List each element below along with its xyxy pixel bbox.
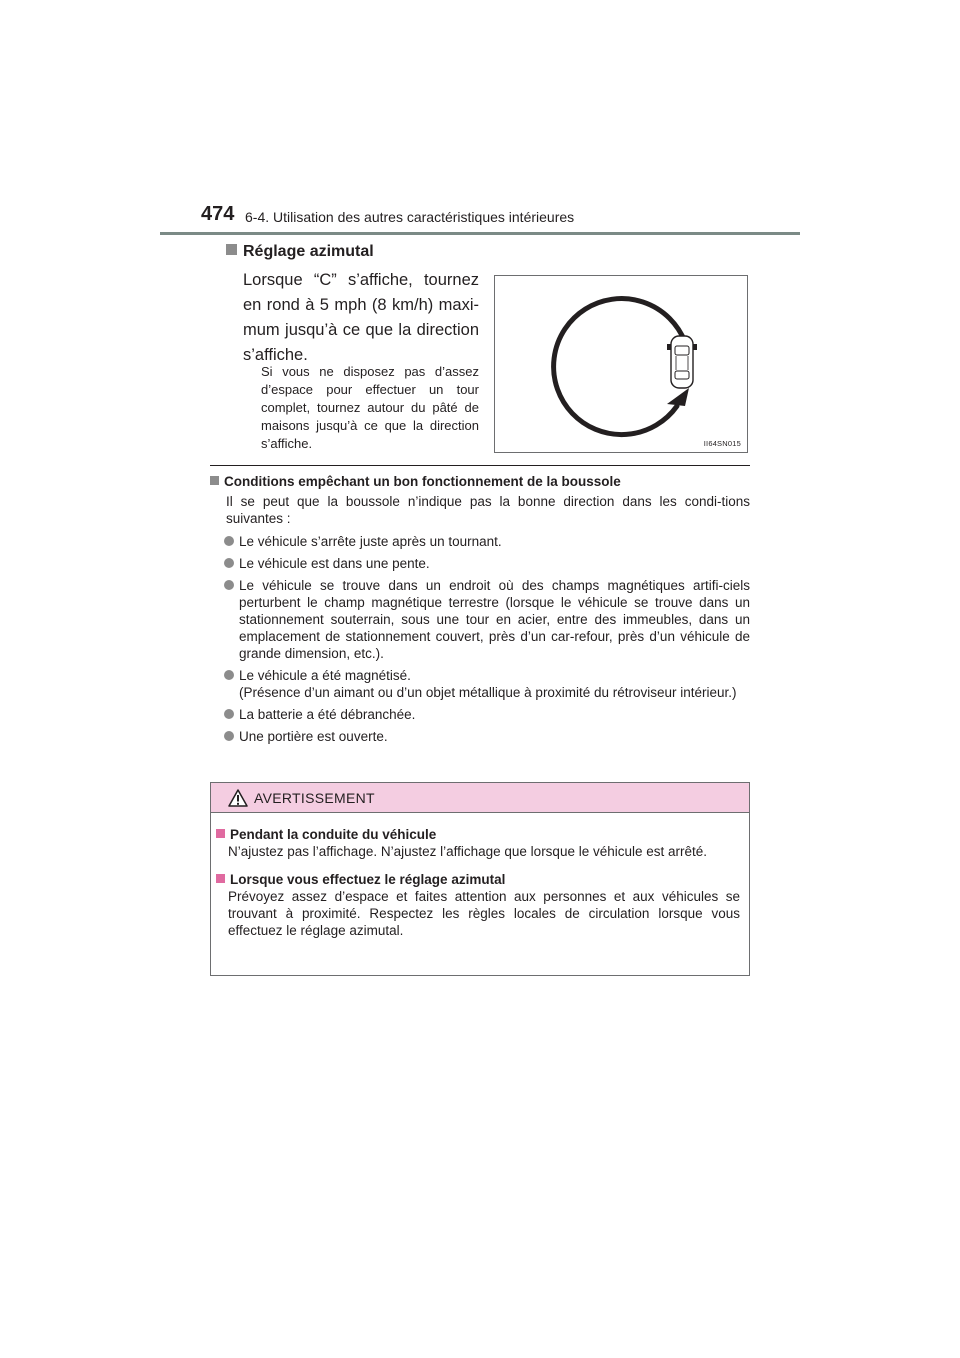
round-bullet-icon bbox=[224, 558, 234, 568]
conditions-list bbox=[210, 533, 750, 750]
warning-item-title bbox=[216, 871, 740, 888]
section-divider bbox=[210, 465, 750, 466]
list-item bbox=[210, 555, 750, 572]
section-heading-azimuth bbox=[226, 243, 374, 261]
azimuth-illustration bbox=[494, 275, 748, 453]
square-bullet-icon bbox=[216, 874, 225, 883]
page-number: 474 bbox=[201, 203, 235, 225]
list-item bbox=[210, 577, 750, 662]
warning-body bbox=[216, 826, 740, 950]
round-bullet-icon bbox=[224, 709, 234, 719]
list-item-text: La batterie a été débranchée. bbox=[239, 707, 416, 722]
list-item-text: Le véhicule a été magnétisé. bbox=[239, 668, 411, 683]
warning-item-title-text: Lorsque vous effectuez le réglage azimutal bbox=[230, 872, 506, 887]
round-bullet-icon bbox=[224, 580, 234, 590]
header-rule bbox=[160, 232, 800, 235]
warning-header bbox=[211, 783, 749, 813]
warning-item-text: Prévoyez assez d’espace et faites attention aux personnes et aux véhicules se trouvant à proximité. Respectez les règles locales de circulation lorsque vous effectuez le réglage azimutal. bbox=[228, 889, 740, 938]
azimuth-instruction: Lorsque “C” s’affiche, tournez en rond à 5 mph (8 km/h) maxi-mum jusqu’à ce que la direction s’affiche. bbox=[243, 271, 479, 364]
list-item-subtext: (Présence d’un aimant ou d’un objet métallique à proximité du rétroviseur intérieur.) bbox=[239, 685, 737, 700]
square-bullet-icon bbox=[210, 476, 219, 485]
list-item bbox=[210, 667, 750, 701]
warning-title: AVERTISSEMENT bbox=[254, 790, 375, 806]
list-item-text: Une portière est ouverte. bbox=[239, 729, 388, 744]
running-header: 6-4. Utilisation des autres caractéristiques intérieures bbox=[245, 209, 575, 225]
arrowhead-icon bbox=[667, 388, 689, 406]
warning-item-title bbox=[216, 826, 740, 843]
figure-code: II64SN015 bbox=[703, 439, 741, 448]
list-item-text: Le véhicule se trouve dans un endroit où des champs magnétiques artifi-ciels perturbent le champ magnétique terrestre (lorsque le véhicule se trouve dans un stationnement souterrain, sous une tour en acier, entre des immeubles, dans un emplacement de stationnement couvert, près d’un car-refour, près d’un véhicule de grande dimension, etc.). bbox=[239, 578, 750, 661]
azimuth-note: Si vous ne disposez pas d’assez d’espace pour effectuer un tour complet, tournez autour du pâté de maisons jusqu’à ce que la direction s’affiche. bbox=[261, 364, 479, 451]
azimuth-heading-text: Réglage azimutal bbox=[243, 243, 374, 260]
circular-path-arrow bbox=[554, 299, 685, 435]
list-item bbox=[210, 706, 750, 723]
square-bullet-icon bbox=[216, 829, 225, 838]
round-bullet-icon bbox=[224, 670, 234, 680]
list-item bbox=[210, 728, 750, 745]
list-item-text: Le véhicule s’arrête juste après un tournant. bbox=[239, 534, 502, 549]
warning-item-text: N’ajustez pas l’affichage. N’ajustez l’affichage que lorsque le véhicule est arrêté. bbox=[228, 844, 708, 859]
car-top-view-icon bbox=[667, 336, 697, 388]
round-bullet-icon bbox=[224, 731, 234, 741]
warning-item-title-text: Pendant la conduite du véhicule bbox=[230, 827, 437, 842]
warning-triangle-icon bbox=[228, 789, 248, 807]
list-item bbox=[210, 533, 750, 550]
conditions-intro: Il se peut que la boussole n’indique pas la bonne direction dans les condi-tions suivantes : bbox=[226, 494, 750, 526]
conditions-heading bbox=[210, 474, 621, 489]
warning-box bbox=[210, 782, 750, 976]
square-bullet-icon bbox=[226, 244, 237, 255]
circle-driving-diagram bbox=[495, 276, 749, 454]
conditions-heading-text: Conditions empêchant un bon fonctionnement de la boussole bbox=[224, 474, 621, 489]
list-item-text: Le véhicule est dans une pente. bbox=[239, 556, 430, 571]
round-bullet-icon bbox=[224, 536, 234, 546]
